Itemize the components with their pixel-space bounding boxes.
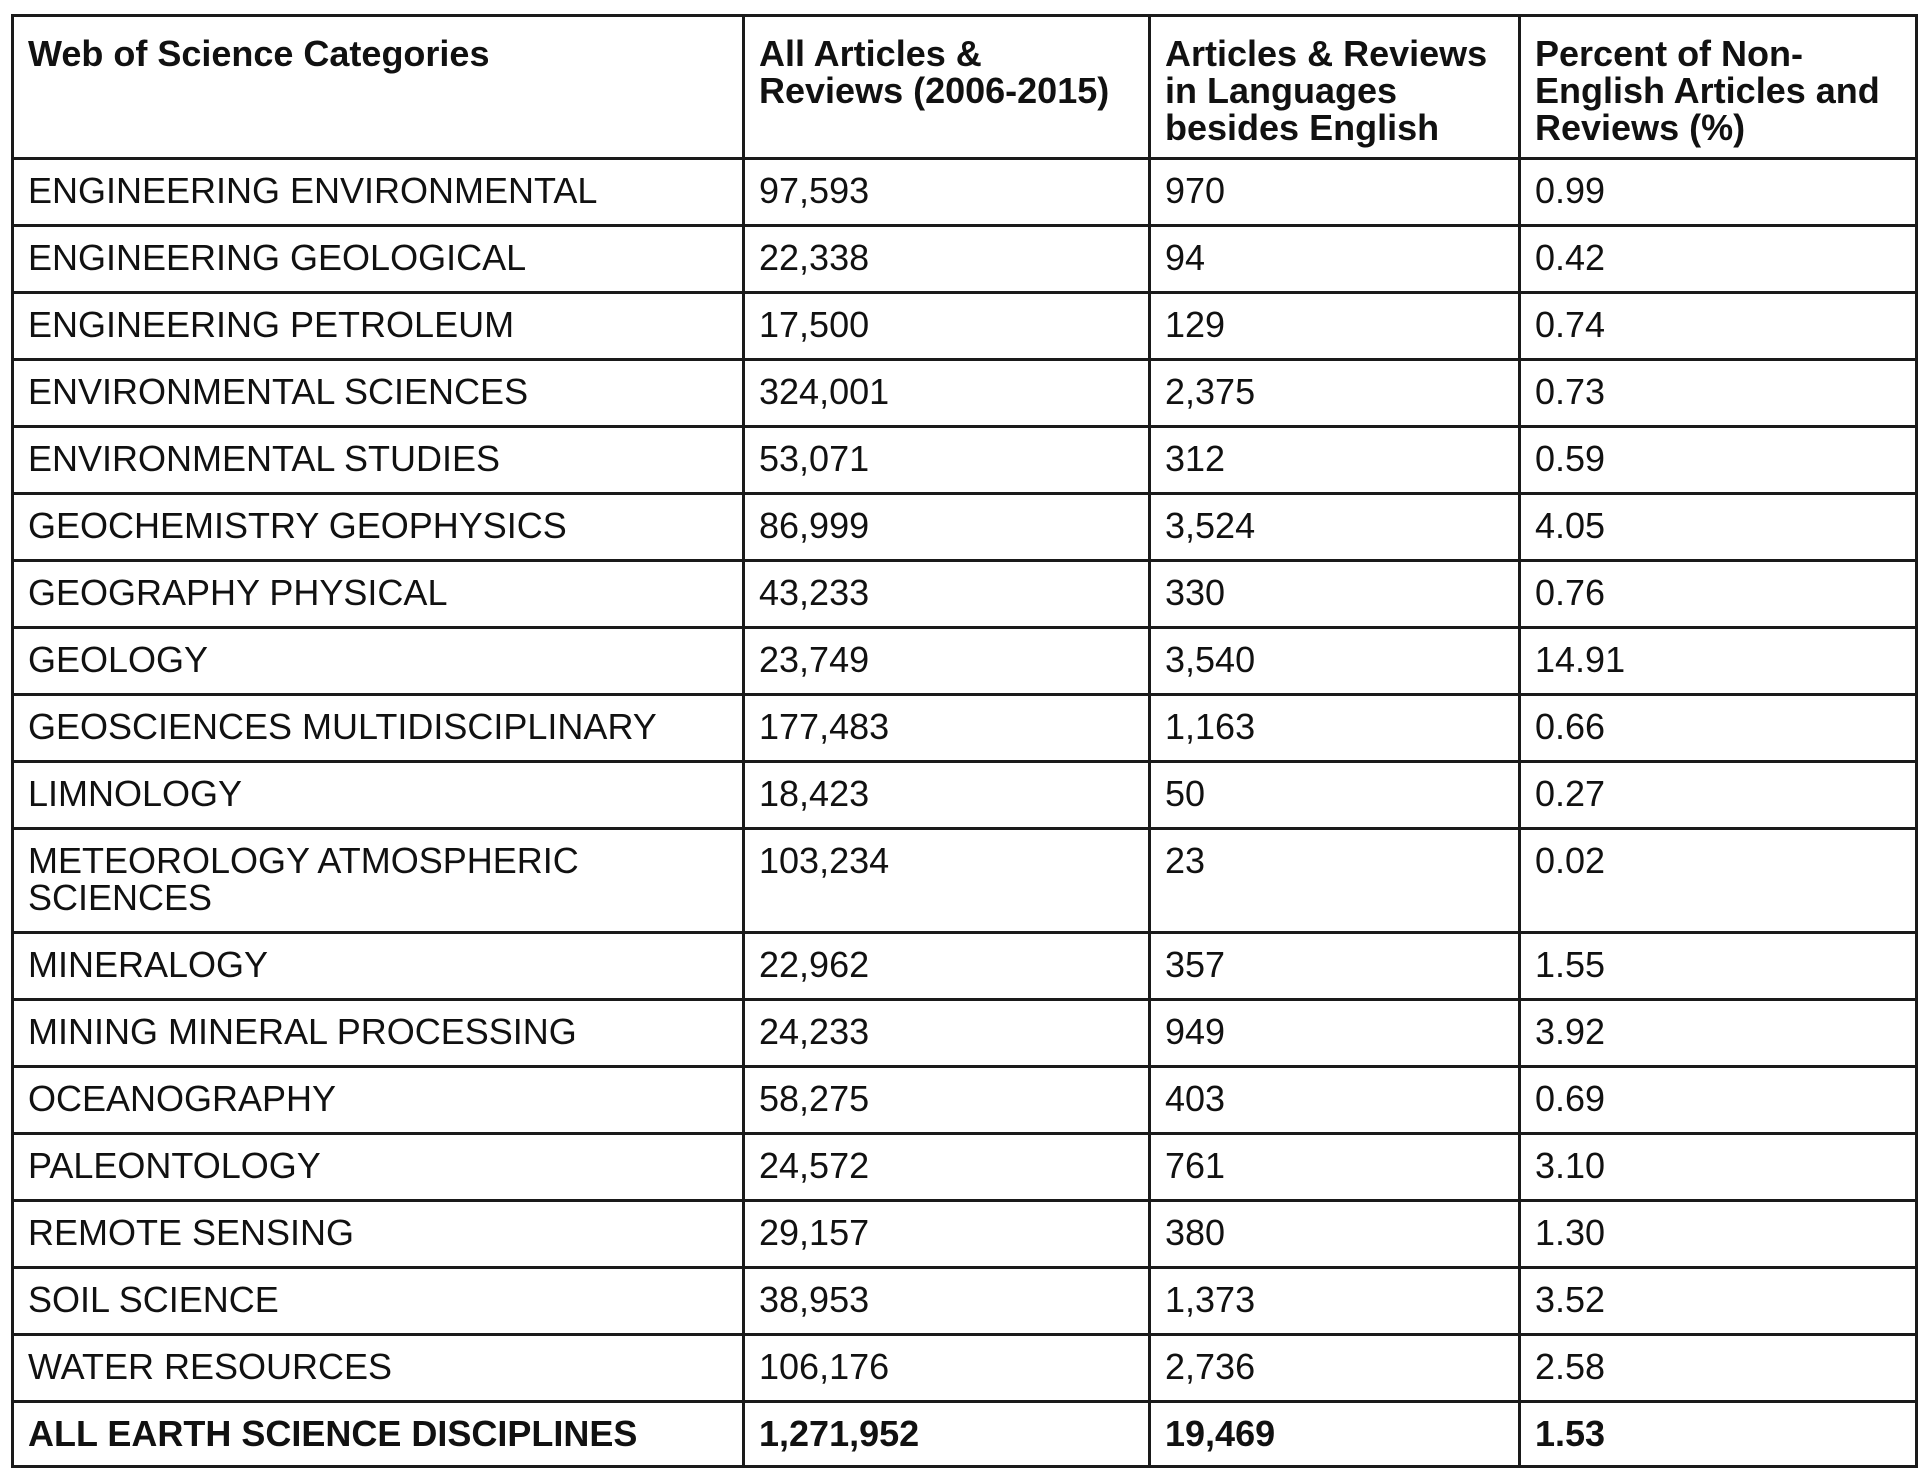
table-row (13, 1268, 1917, 1335)
all-articles-cell: 103,234 (744, 829, 1150, 933)
non-english-cell: 3,524 (1150, 494, 1520, 561)
all-articles-cell: 18,423 (744, 762, 1150, 829)
category-cell: SOIL SCIENCE (13, 1268, 744, 1335)
percent-cell: 3.52 (1520, 1268, 1917, 1335)
non-english-cell: 94 (1150, 226, 1520, 293)
category-cell: OCEANOGRAPHY (13, 1067, 744, 1134)
all-articles-cell: 29,157 (744, 1201, 1150, 1268)
all-articles-cell: 43,233 (744, 561, 1150, 628)
percent-cell: 0.66 (1520, 695, 1917, 762)
header-category: Web of Science Categories (13, 16, 744, 159)
percent-cell: 14.91 (1520, 628, 1917, 695)
category-cell: GEOSCIENCES MULTIDISCIPLINARY (13, 695, 744, 762)
all-articles-cell: 97,593 (744, 159, 1150, 226)
percent-cell: 0.99 (1520, 159, 1917, 226)
category-cell: MINERALOGY (13, 933, 744, 1000)
non-english-cell: 23 (1150, 829, 1520, 933)
category-cell: ENGINEERING PETROLEUM (13, 293, 744, 360)
non-english-cell: 2,375 (1150, 360, 1520, 427)
category-cell: METEOROLOGY ATMOSPHERIC SCIENCES (13, 829, 744, 933)
non-english-cell: 970 (1150, 159, 1520, 226)
category-cell: GEOGRAPHY PHYSICAL (13, 561, 744, 628)
category-cell: REMOTE SENSING (13, 1201, 744, 1268)
total-row (13, 1402, 1917, 1467)
table-row (13, 762, 1917, 829)
percent-cell: 0.59 (1520, 427, 1917, 494)
header-row (13, 16, 1917, 159)
all-articles-cell: 24,233 (744, 1000, 1150, 1067)
percent-cell: 2.58 (1520, 1335, 1917, 1402)
table-row (13, 1067, 1917, 1134)
all-articles-cell: 53,071 (744, 427, 1150, 494)
table-row (13, 561, 1917, 628)
non-english-cell: 1,163 (1150, 695, 1520, 762)
table-row (13, 360, 1917, 427)
non-english-cell: 761 (1150, 1134, 1520, 1201)
non-english-cell: 949 (1150, 1000, 1520, 1067)
header-all-articles: All Articles & Reviews (2006-2015) (744, 16, 1150, 159)
table-row (13, 226, 1917, 293)
percent-cell: 0.76 (1520, 561, 1917, 628)
category-cell: PALEONTOLOGY (13, 1134, 744, 1201)
table-row (13, 159, 1917, 226)
all-articles-cell: 22,338 (744, 226, 1150, 293)
total-non-english-cell: 19,469 (1150, 1402, 1520, 1467)
category-cell: ENGINEERING GEOLOGICAL (13, 226, 744, 293)
percent-cell: 0.73 (1520, 360, 1917, 427)
category-cell: ENVIRONMENTAL STUDIES (13, 427, 744, 494)
all-articles-cell: 86,999 (744, 494, 1150, 561)
table-row (13, 1000, 1917, 1067)
percent-cell: 0.74 (1520, 293, 1917, 360)
table-row (13, 1335, 1917, 1402)
total-all-articles-cell: 1,271,952 (744, 1402, 1150, 1467)
all-articles-cell: 17,500 (744, 293, 1150, 360)
percent-cell: 0.02 (1520, 829, 1917, 933)
category-cell: WATER RESOURCES (13, 1335, 744, 1402)
category-cell: ENVIRONMENTAL SCIENCES (13, 360, 744, 427)
table-row (13, 933, 1917, 1000)
table-container (11, 14, 1918, 1468)
percent-cell: 0.42 (1520, 226, 1917, 293)
non-english-cell: 312 (1150, 427, 1520, 494)
total-percent-cell: 1.53 (1520, 1402, 1917, 1467)
table-row (13, 628, 1917, 695)
table-body (13, 159, 1917, 1467)
header-percent-non-english: Percent of Non-English Articles and Reviews (%) (1520, 16, 1917, 159)
non-english-cell: 50 (1150, 762, 1520, 829)
percent-cell: 1.55 (1520, 933, 1917, 1000)
total-category-cell: ALL EARTH SCIENCE DISCIPLINES (13, 1402, 744, 1467)
table-row (13, 1134, 1917, 1201)
non-english-cell: 330 (1150, 561, 1520, 628)
percent-cell: 4.05 (1520, 494, 1917, 561)
non-english-cell: 129 (1150, 293, 1520, 360)
all-articles-cell: 177,483 (744, 695, 1150, 762)
table-row (13, 427, 1917, 494)
header-non-english-articles: Articles & Reviews in Languages besides English (1150, 16, 1520, 159)
table-row (13, 695, 1917, 762)
percent-cell: 1.30 (1520, 1201, 1917, 1268)
percent-cell: 0.27 (1520, 762, 1917, 829)
table-row (13, 494, 1917, 561)
non-english-cell: 1,373 (1150, 1268, 1520, 1335)
all-articles-cell: 22,962 (744, 933, 1150, 1000)
category-cell: GEOCHEMISTRY GEOPHYSICS (13, 494, 744, 561)
earth-science-language-table (11, 14, 1918, 1468)
all-articles-cell: 38,953 (744, 1268, 1150, 1335)
all-articles-cell: 23,749 (744, 628, 1150, 695)
non-english-cell: 380 (1150, 1201, 1520, 1268)
category-cell: LIMNOLOGY (13, 762, 744, 829)
category-cell: MINING MINERAL PROCESSING (13, 1000, 744, 1067)
table-row (13, 1201, 1917, 1268)
non-english-cell: 3,540 (1150, 628, 1520, 695)
table-row (13, 829, 1917, 933)
category-cell: GEOLOGY (13, 628, 744, 695)
non-english-cell: 2,736 (1150, 1335, 1520, 1402)
percent-cell: 3.10 (1520, 1134, 1917, 1201)
percent-cell: 0.69 (1520, 1067, 1917, 1134)
table-row (13, 293, 1917, 360)
percent-cell: 3.92 (1520, 1000, 1917, 1067)
non-english-cell: 357 (1150, 933, 1520, 1000)
category-cell: ENGINEERING ENVIRONMENTAL (13, 159, 744, 226)
all-articles-cell: 24,572 (744, 1134, 1150, 1201)
all-articles-cell: 324,001 (744, 360, 1150, 427)
all-articles-cell: 106,176 (744, 1335, 1150, 1402)
non-english-cell: 403 (1150, 1067, 1520, 1134)
all-articles-cell: 58,275 (744, 1067, 1150, 1134)
